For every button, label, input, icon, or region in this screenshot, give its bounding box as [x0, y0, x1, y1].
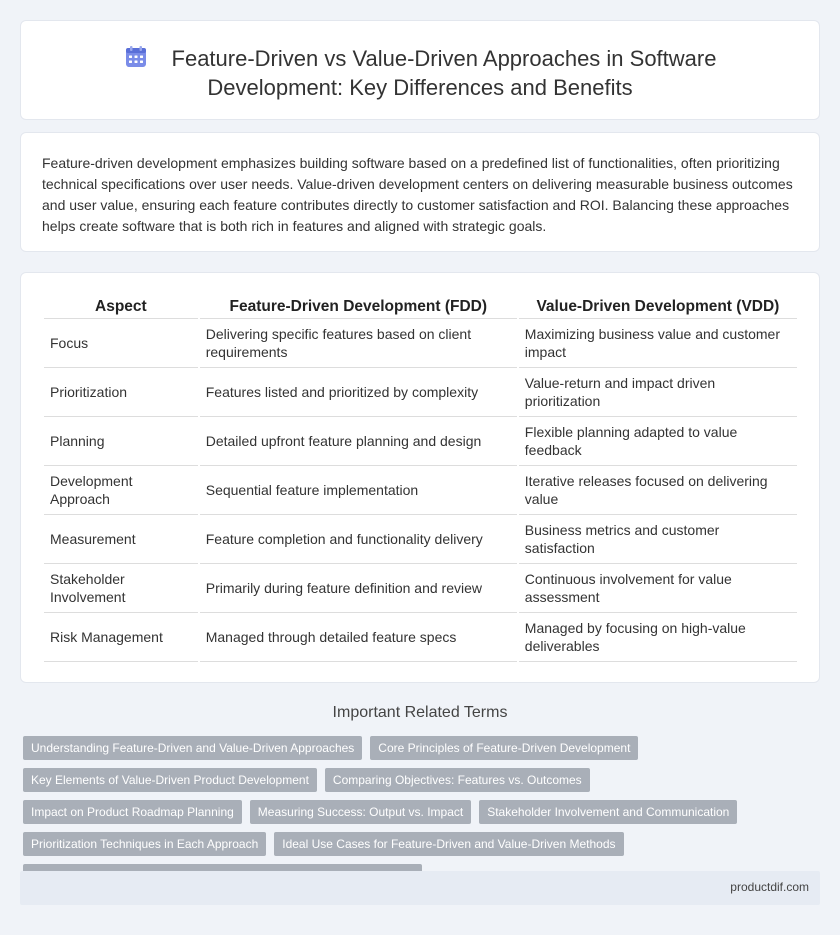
cell-fdd: Primarily during feature definition and review — [200, 564, 517, 613]
footer-site-link[interactable]: productdif.com — [730, 880, 809, 894]
cell-aspect: Focus — [44, 319, 198, 368]
title-line-2: Development: Key Differences and Benefits — [207, 75, 633, 100]
comparison-card — [20, 272, 820, 683]
related-term-tag[interactable]: Impact on Product Roadmap Planning — [23, 800, 242, 824]
cell-fdd: Sequential feature implementation — [200, 466, 517, 515]
title-card — [20, 20, 820, 120]
related-term-tag[interactable]: Prioritization Techniques in Each Approach — [23, 832, 266, 856]
intro-paragraph: Feature-driven development emphasizes building software based on a predefined list of functionalities, often prioritizing technical specifications over user needs. Value-driven development centers on delivering measurable business outcomes and user value, ensuring each feature contributes directly to customer satisfaction and ROI. Balancing these approaches helps create software that is both rich in features and aligned with strategic goals. — [42, 155, 793, 234]
cell-fdd: Delivering specific features based on client requirements — [200, 319, 517, 368]
page-title — [21, 44, 819, 102]
table-row — [44, 613, 797, 662]
table-row — [44, 564, 797, 613]
header-aspect: Aspect — [44, 295, 198, 319]
related-term-tag[interactable]: Stakeholder Involvement and Communication — [479, 800, 737, 824]
footer — [20, 871, 820, 905]
cell-fdd: Features listed and prioritized by complexity — [200, 368, 517, 417]
related-terms-heading: Important Related Terms — [332, 704, 508, 721]
related-term-tag[interactable]: Understanding Feature-Driven and Value-Driven Approaches — [23, 736, 362, 760]
cell-vdd: Maximizing business value and customer impact — [519, 319, 797, 368]
related-term-tag[interactable]: Key Elements of Value-Driven Product Development — [23, 768, 317, 792]
table-row — [44, 515, 797, 564]
cell-aspect: Planning — [44, 417, 198, 466]
cell-aspect: Development Approach — [44, 466, 198, 515]
cell-vdd: Value-return and impact driven prioritization — [519, 368, 797, 417]
cell-aspect: Prioritization — [44, 368, 198, 417]
related-term-tag[interactable]: Measuring Success: Output vs. Impact — [250, 800, 471, 824]
table-row — [44, 368, 797, 417]
cell-fdd: Managed through detailed feature specs — [200, 613, 517, 662]
calendar-icon — [124, 45, 148, 69]
related-term-tag[interactable]: Comparing Objectives: Features vs. Outcomes — [325, 768, 590, 792]
comparison-table — [42, 295, 799, 662]
table-header-row — [44, 295, 797, 319]
header-fdd: Feature-Driven Development (FDD) — [200, 295, 517, 319]
table-row — [44, 319, 797, 368]
title-line-1: Feature-Driven vs Value-Driven Approaches in Software — [171, 46, 717, 71]
header-vdd: Value-Driven Development (VDD) — [519, 295, 797, 319]
cell-aspect: Risk Management — [44, 613, 198, 662]
cell-vdd: Flexible planning adapted to value feedback — [519, 417, 797, 466]
cell-aspect: Stakeholder Involvement — [44, 564, 198, 613]
cell-vdd: Iterative releases focused on delivering value — [519, 466, 797, 515]
related-term-tag[interactable]: Core Principles of Feature-Driven Development — [370, 736, 638, 760]
cell-aspect: Measurement — [44, 515, 198, 564]
cell-vdd: Managed by focusing on high-value deliverables — [519, 613, 797, 662]
cell-vdd: Continuous involvement for value assessment — [519, 564, 797, 613]
intro-card — [20, 132, 820, 252]
cell-vdd: Business metrics and customer satisfaction — [519, 515, 797, 564]
table-row — [44, 417, 797, 466]
cell-fdd: Detailed upfront feature planning and design — [200, 417, 517, 466]
cell-fdd: Feature completion and functionality delivery — [200, 515, 517, 564]
table-row — [44, 466, 797, 515]
related-term-tag[interactable]: Ideal Use Cases for Feature-Driven and Value-Driven Methods — [274, 832, 623, 856]
